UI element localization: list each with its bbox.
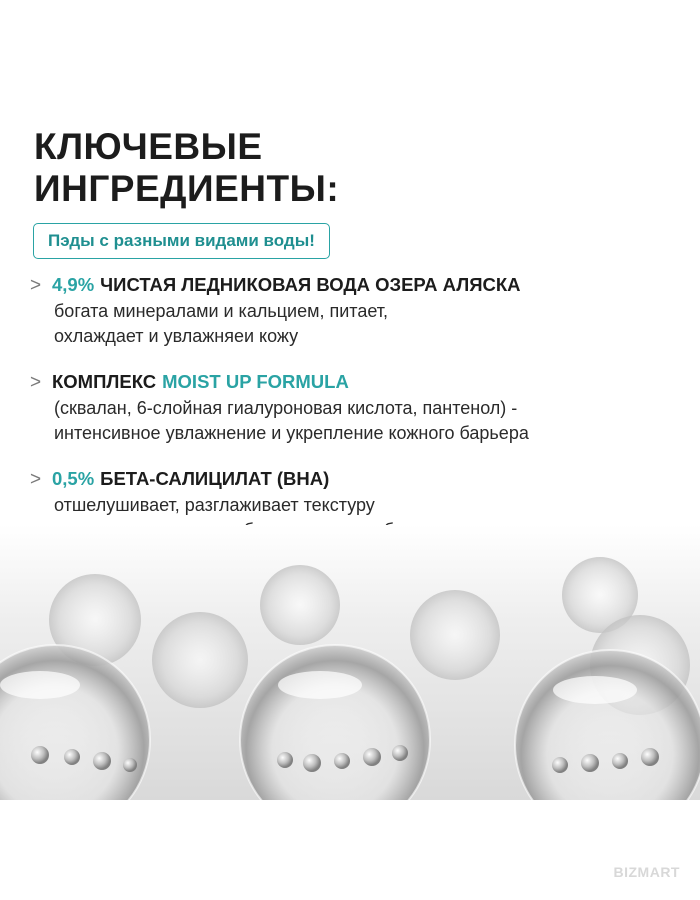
ingredient-item-glacier-water (30, 272, 680, 349)
chevron-right-icon: > (30, 275, 42, 296)
ingredient-heading (30, 466, 680, 493)
description-line: богата минералами и кальцием, питает, (54, 301, 388, 321)
watermark: BIZMART (613, 864, 680, 880)
chevron-right-icon: > (30, 469, 42, 490)
ingredient-heading (30, 272, 680, 299)
ingredient-percent: 4,9% (52, 274, 95, 295)
ingredient-description (54, 299, 680, 349)
description-line: отшелушивает, разглаживает текстуру (54, 495, 375, 515)
ingredient-heading (30, 369, 680, 396)
ingredient-name: БЕТА-САЛИЦИЛАТ (BHA) (100, 468, 330, 489)
chevron-right-icon: > (30, 372, 42, 393)
title-line-1: КЛЮЧЕВЫЕ (34, 126, 263, 167)
description-line: (сквалан, 6-слойная гиалуроновая кислота, пантенол) - (54, 398, 518, 418)
ingredient-formula-name: MOIST UP FORMULA (162, 371, 349, 392)
description-line: охлаждает и увлажняеи кожу (54, 326, 299, 346)
water-spheres-illustration (0, 525, 700, 800)
ingredient-item-moist-up (30, 369, 680, 446)
ingredient-name: КОМПЛЕКС (52, 371, 157, 392)
ingredient-percent: 0,5% (52, 468, 95, 489)
ingredients-list (30, 272, 680, 563)
description-line: интенсивное увлажнение и укрепление кожного барьера (54, 423, 529, 443)
ingredient-name: ЧИСТАЯ ЛЕДНИКОВАЯ ВОДА ОЗЕРА АЛЯСКА (100, 274, 521, 295)
title-line-2: ИНГРЕДИЕНТЫ: (34, 168, 340, 209)
ingredient-description (54, 396, 680, 446)
page-title (34, 126, 339, 210)
water-types-badge: Пэды с разными видами воды! (33, 223, 330, 259)
